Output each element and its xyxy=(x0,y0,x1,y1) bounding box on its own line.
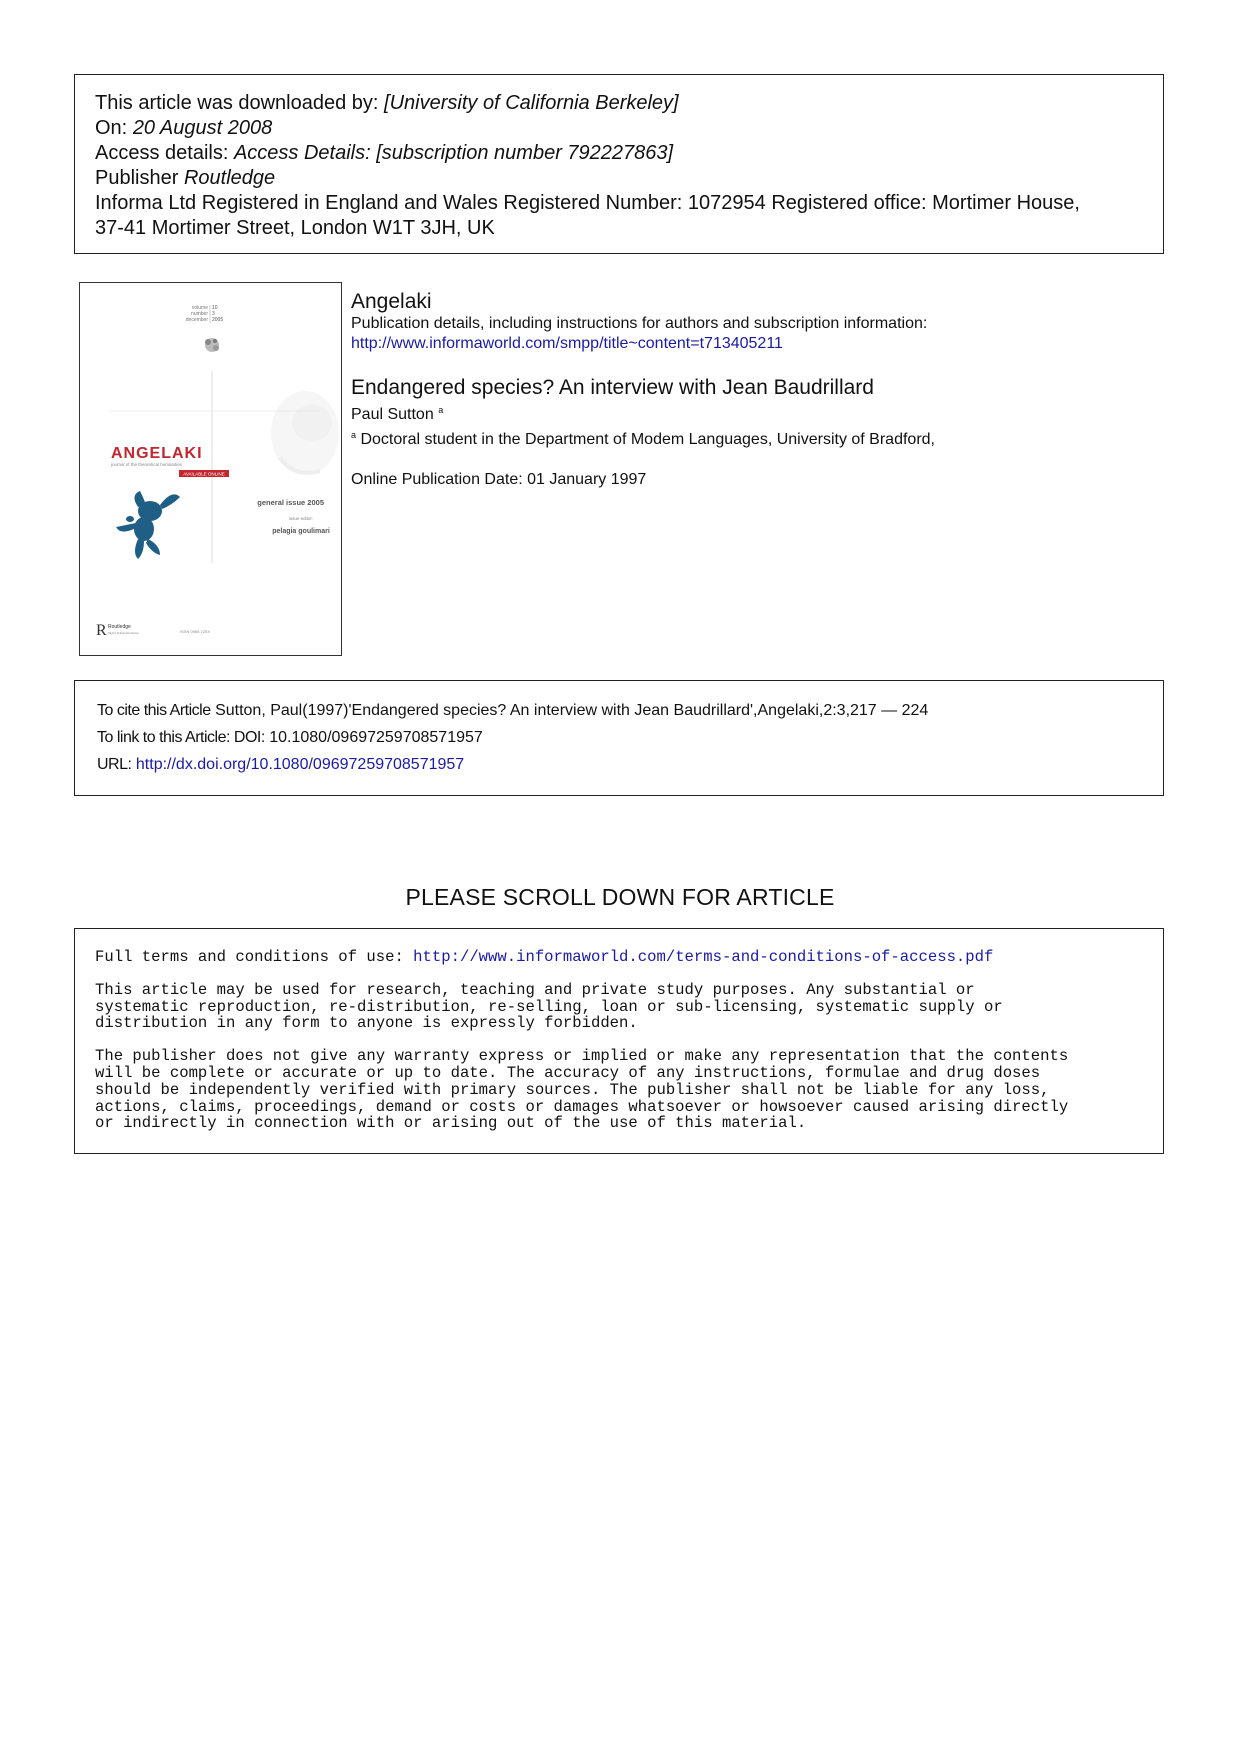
doi-value: 10.1080/09697259708571957 xyxy=(269,729,483,746)
cover-journal-subtitle: journal of the theoretical humanities xyxy=(111,462,183,467)
cover-issue-text: general issue 2005 xyxy=(257,498,324,507)
journal-cover-artwork xyxy=(80,283,342,656)
registered-office-line-1: Informa Ltd Registered in England and Wales Registered Number: 1072954 Registered office: Mortimer House, xyxy=(95,192,1080,214)
terms-line xyxy=(95,949,1143,966)
article-title: Endangered species? An interview with Jean Baudrillard xyxy=(351,376,874,399)
terms-paragraph-warranty: The publisher does not give any warranty express or implied or make any representation that the contents will be complete or accurate or up to date. The accuracy of any instructions, formulae and drug doses should be independently verified with primary sources. The publisher shall not be liable for any loss, actions, claims, proceedings, demand or costs or damages whatsoever or howsoever caused arising directly or indirectly in connection with or arising out of the use of this material. xyxy=(95,1047,1069,1133)
url-line xyxy=(97,751,1141,778)
cite-line xyxy=(97,697,1141,724)
cover-editor-name: pelagia goulimari xyxy=(272,528,330,535)
downloaded-by-value: [University of California Berkeley] xyxy=(384,92,679,114)
downloaded-by-label: This article was downloaded by: xyxy=(95,92,379,114)
cover-volume-value: 10 xyxy=(212,305,218,311)
download-date-value: 20 August 2008 xyxy=(132,117,273,139)
cover-watermark-figure-icon xyxy=(271,391,339,475)
citation-box xyxy=(74,680,1164,796)
scroll-down-notice: PLEASE SCROLL DOWN FOR ARTICLE xyxy=(405,884,835,910)
cover-issn: ISSN 0969-725X xyxy=(180,629,211,634)
affiliation-marker: a xyxy=(351,430,357,440)
downloaded-by-line xyxy=(95,91,1143,116)
svg-text:R: R xyxy=(96,622,107,639)
publisher-line xyxy=(95,166,1143,191)
download-date-line xyxy=(95,116,1143,141)
cover-date-value: 2005 xyxy=(212,317,224,323)
access-details-label: Access details: xyxy=(95,142,229,164)
publisher-value: Routledge xyxy=(183,167,276,189)
publisher-label: Publisher xyxy=(95,167,179,189)
cover-journal-title: ANGELAKI xyxy=(111,445,203,462)
cover-cherub-icon xyxy=(116,491,180,559)
cover-publisher-name: Routledge xyxy=(108,624,131,630)
url-label: URL: xyxy=(97,756,132,773)
cover-badge-text: AVAILABLE ONLINE xyxy=(183,471,225,477)
author-affiliation-marker: a xyxy=(438,405,444,415)
cover-number-value: 3 xyxy=(212,311,215,317)
download-info-box xyxy=(74,74,1164,254)
affiliation-text: Doctoral student in the Department of Modem Languages, University of Bradford, xyxy=(360,431,935,448)
cover-volume-label: volume xyxy=(191,305,208,311)
publication-details: Publication details, including instructions for authors and subscription information: xyxy=(351,315,928,332)
doi-line xyxy=(97,724,1141,751)
routledge-logo-icon xyxy=(96,622,107,639)
cover-editor-label: issue editor: xyxy=(288,516,314,521)
author-line xyxy=(351,400,1151,425)
terms-paragraph-usage: This article may be used for research, teaching and private study purposes. Any substantial or systematic reproduction, re-distribution, re-selling, loan or sub-licensing, systematic supply or distribution in any form to anyone is expressly forbidden. xyxy=(95,980,1003,1033)
download-date-label: On: xyxy=(95,117,128,139)
terms-link[interactable]: http://www.informaworld.com/terms-and-conditions-of-access.pdf xyxy=(413,948,994,966)
article-info xyxy=(351,290,1151,490)
cover-publisher-sub: Taylor & Francis Group xyxy=(108,631,139,635)
article-url-link[interactable]: http://dx.doi.org/10.1080/09697259708571957 xyxy=(135,756,465,773)
online-publication-date: Online Publication Date: 01 January 1997 xyxy=(351,471,647,488)
terms-label: Full terms and conditions of use: xyxy=(95,948,404,966)
cover-date-label: december xyxy=(185,317,208,323)
doi-label: To link to this Article: DOI: xyxy=(97,729,265,746)
cover-emblem-icon xyxy=(205,338,219,352)
journal-name: Angelaki xyxy=(351,290,432,313)
affiliation-line xyxy=(351,425,1151,450)
registered-office-line-2: 37-41 Mortimer Street, London W1T 3JH, UK xyxy=(95,217,495,239)
access-details-value: Access Details: [subscription number 792227863] xyxy=(233,142,674,164)
terms-box xyxy=(74,928,1164,1154)
journal-cover-image xyxy=(79,282,342,656)
author-name: Paul Sutton xyxy=(351,406,434,423)
cite-text: Sutton, Paul(1997)'Endangered species? An interview with Jean Baudrillard',Angelaki,2:3,217 — 224 xyxy=(215,702,929,719)
access-details-line xyxy=(95,141,1143,166)
cite-label: To cite this Article xyxy=(97,702,211,719)
cover-number-label: number xyxy=(191,311,208,317)
publication-details-link[interactable]: http://www.informaworld.com/smpp/title~content=t713405211 xyxy=(351,335,783,352)
